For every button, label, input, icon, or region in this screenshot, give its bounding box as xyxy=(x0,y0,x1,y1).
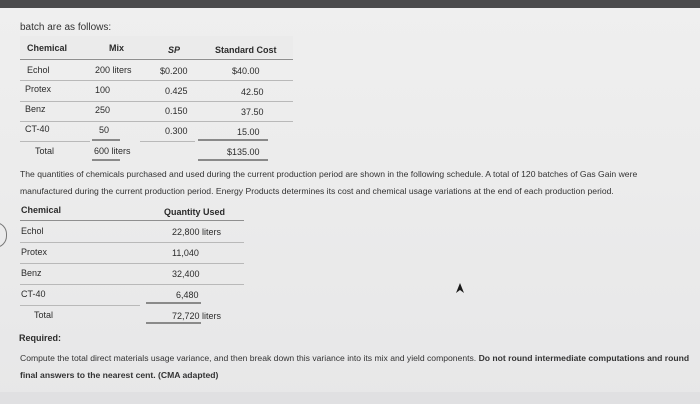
table2-row4-qty: 6,480 xyxy=(176,290,199,300)
table2-row3-line xyxy=(20,284,244,285)
table1-header-sp: SP xyxy=(168,45,181,55)
table2-row2-chemical: Protex xyxy=(21,247,48,257)
left-edge-accent xyxy=(0,222,7,248)
required-text-plain: Compute the total direct materials usage variance, and then break down this variance into its mix and yield components. xyxy=(20,353,477,363)
table1-row4-chemical: CT-40 xyxy=(25,124,50,134)
table2-header-chemical: Chemical xyxy=(21,205,62,215)
table1-total-cost: $135.00 xyxy=(227,147,260,157)
table1-cost-sum-line xyxy=(198,139,268,141)
table1-header-mix: Mix xyxy=(109,43,125,53)
browser-top-bar xyxy=(0,0,700,8)
table1-total-mix: 600 liters xyxy=(94,146,131,156)
table1-row3-chemical: Benz xyxy=(25,104,46,114)
table2-row3-qty: 32,400 xyxy=(172,269,200,279)
table1-row2-chemical: Protex xyxy=(25,84,52,94)
table1-row2-mix: 100 xyxy=(95,85,111,95)
table1-row2-cost: 42.50 xyxy=(241,87,264,97)
table2-row2-qty: 11,040 xyxy=(172,248,199,258)
table1-cost-total-underline xyxy=(198,159,268,161)
table1-row1-sp: $0.200 xyxy=(160,66,188,76)
mouse-pointer-icon xyxy=(455,282,465,294)
table1-row4-sp: 0.300 xyxy=(165,126,188,136)
table1-row4-line-mid xyxy=(140,141,195,142)
table1-header-standard-cost: Standard Cost xyxy=(215,45,277,55)
table2-row4-chemical: CT-40 xyxy=(21,289,46,299)
table2-qty-total-underline xyxy=(146,322,201,324)
table2-header-quantity-used: Quantity Used xyxy=(164,207,226,217)
table1-row1-chemical: Echol xyxy=(27,65,50,75)
table2-total-label: Total xyxy=(34,310,54,320)
table2-header-line xyxy=(20,220,244,221)
table1-header-chemical: Chemical xyxy=(27,43,68,53)
table1-row4-cost: 15.00 xyxy=(237,127,260,137)
required-text xyxy=(20,350,692,384)
table1-row3-line xyxy=(20,121,293,122)
table1-row4-mix: 50 xyxy=(99,125,110,135)
table2-row4-line xyxy=(20,305,140,306)
table1-row1-mix: 200 liters xyxy=(95,65,132,75)
document-page xyxy=(0,8,700,404)
required-text-bold: Do not round intermediate computations and round final answers to the nearest cent. (CMA adapted) xyxy=(20,353,690,380)
table1-row3-sp: 0.150 xyxy=(165,106,188,116)
table2-row1-qty: 22,800 liters xyxy=(172,227,222,237)
table2-row3-chemical: Benz xyxy=(21,268,42,278)
table1-total-label: Total xyxy=(35,146,55,156)
bottom-edge xyxy=(0,392,700,404)
table1-row4-line xyxy=(20,141,90,142)
table1-row1-line xyxy=(20,80,293,81)
table1-mix-sum-line xyxy=(92,139,120,141)
table1-row2-line xyxy=(20,101,293,102)
table1-row2-sp: 0.425 xyxy=(165,86,188,96)
table1-header-line xyxy=(20,59,293,60)
table2-row1-chemical: Echol xyxy=(21,226,44,236)
table1-row1-cost: $40.00 xyxy=(232,66,260,76)
table2-total-qty: 72,720 liters xyxy=(172,311,222,321)
table1-row3-mix: 250 xyxy=(95,105,111,115)
table1-mix-total-underline xyxy=(92,159,120,161)
intro-text: batch are as follows: xyxy=(20,22,112,33)
table2-row1-line xyxy=(20,242,244,243)
table1-row3-cost: 37.50 xyxy=(241,107,264,117)
table2-row2-line xyxy=(20,263,244,264)
required-label: Required: xyxy=(19,333,62,343)
table2-qty-sum-line xyxy=(146,302,201,304)
schedule-paragraph: The quantities of chemicals purchased and used during the current production period are shown in the following schedule. A total of 120 batches of Gas Gain were manufactured during the current production period. Energy Products determines its cost and chemical usage variations at the end of each production period. xyxy=(20,169,638,196)
